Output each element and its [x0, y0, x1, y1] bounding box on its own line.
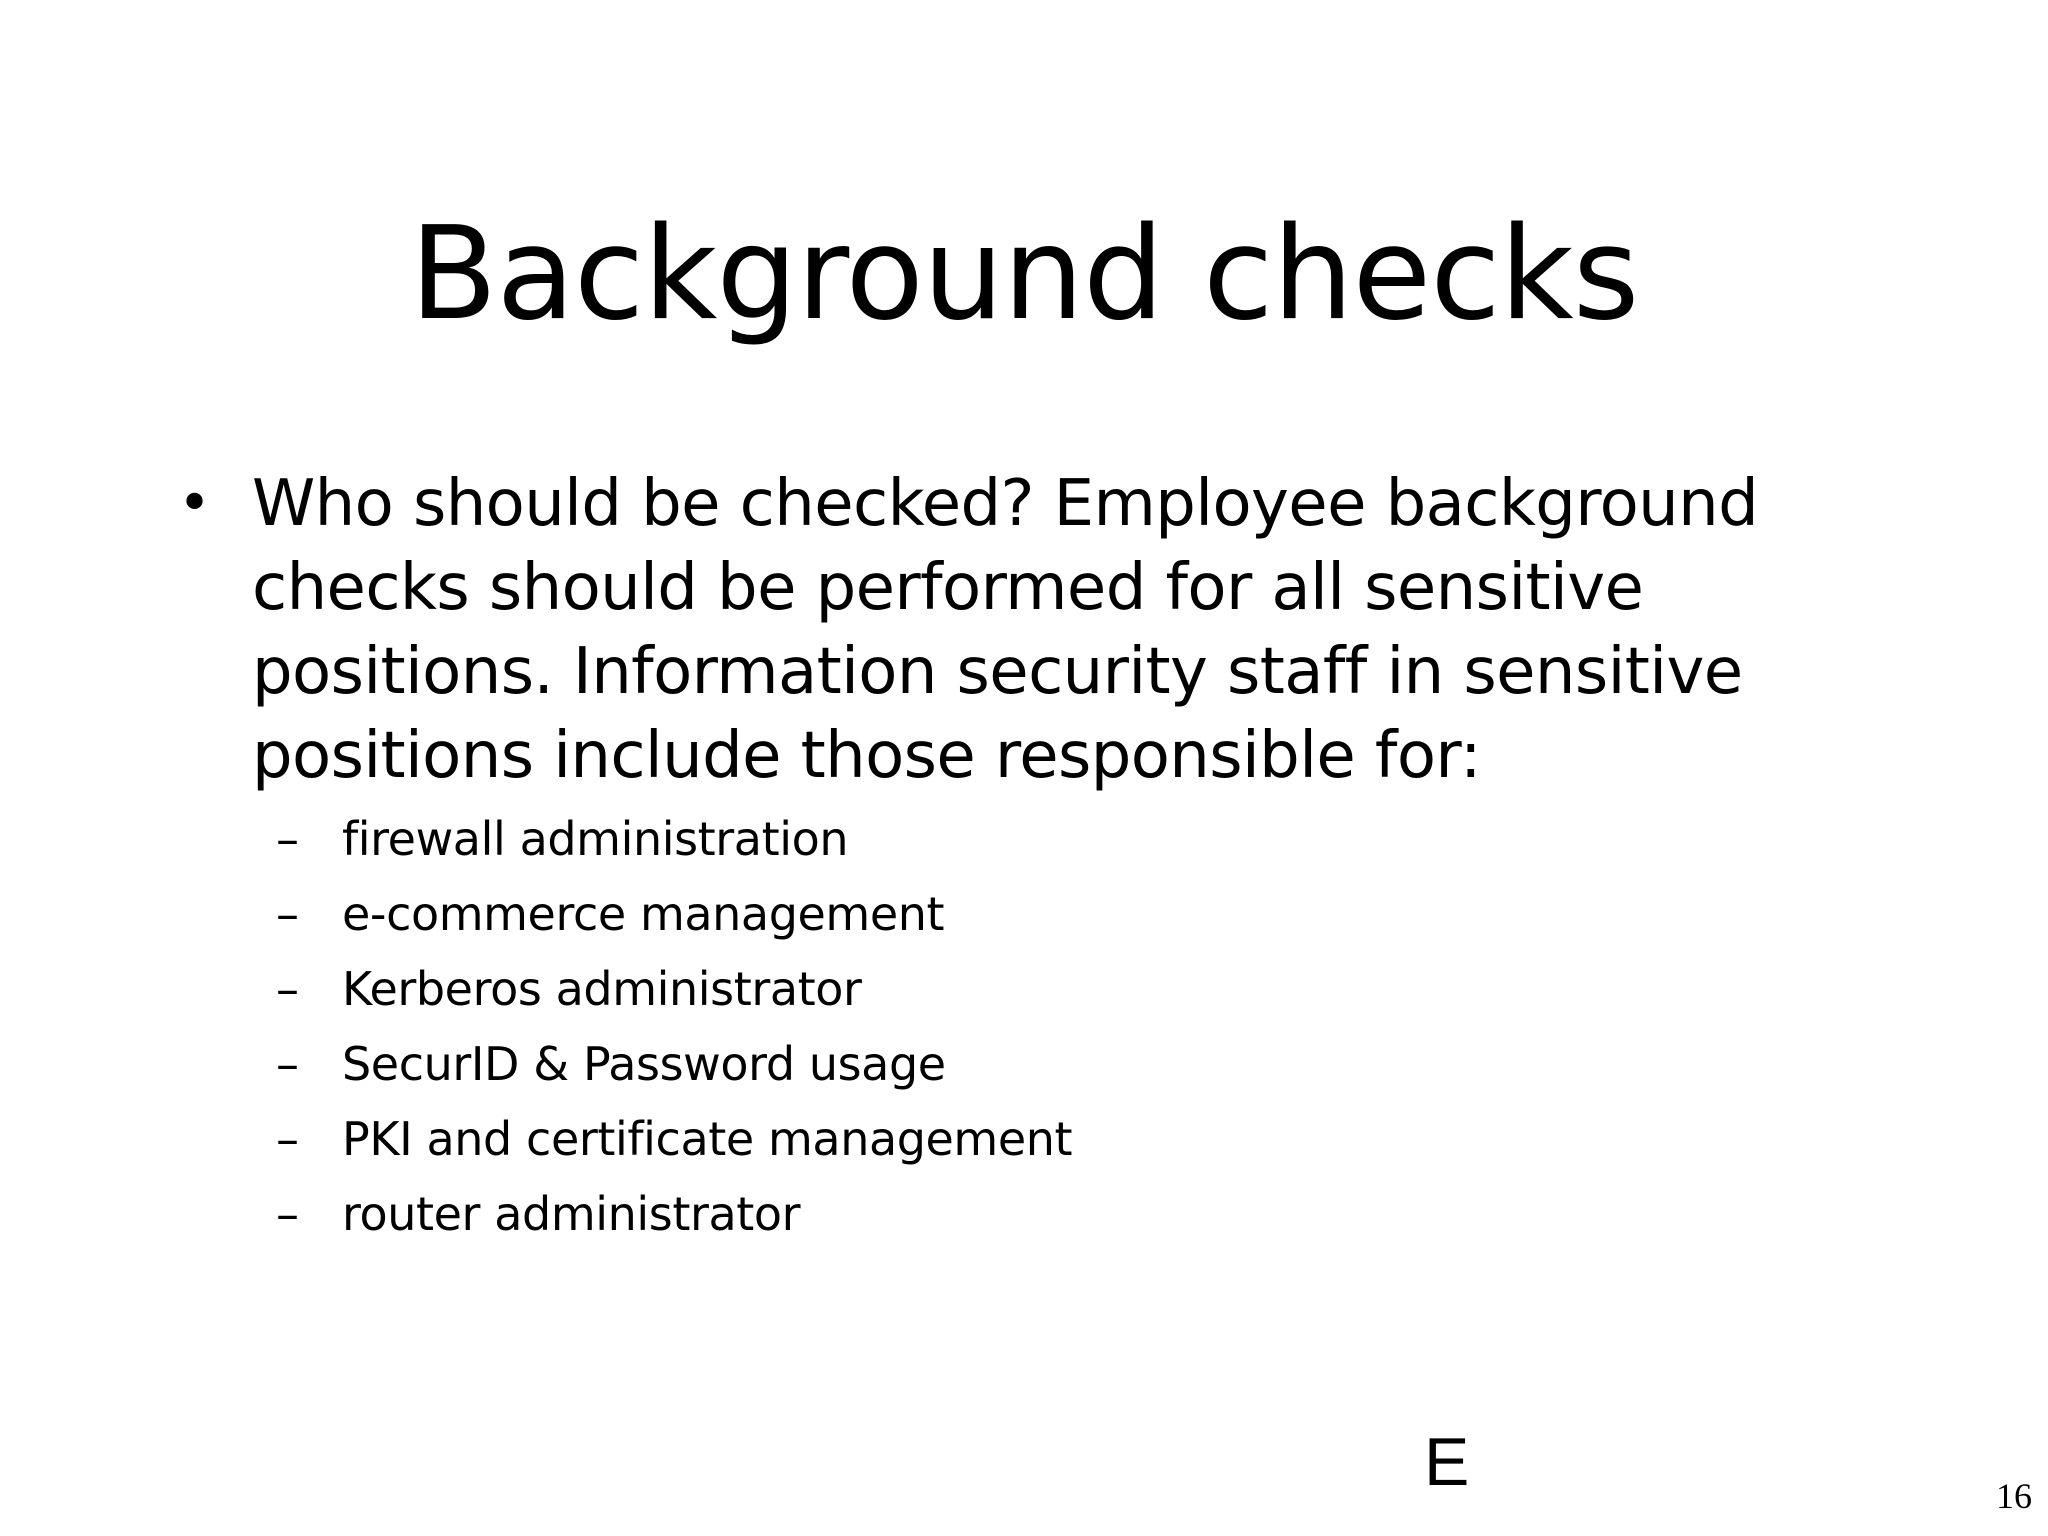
bullet-item	[178, 462, 1798, 798]
footer-letter: E	[1424, 1424, 1470, 1500]
sub-bullet-text: Kerberos administrator	[342, 962, 862, 1016]
sub-bullet-text: router administrator	[342, 1187, 801, 1241]
bullet-marker: •	[178, 471, 212, 536]
bullet-list	[178, 462, 1798, 1258]
page-number: 16	[1996, 1476, 2032, 1516]
sub-bullet-marker: –	[276, 1187, 299, 1241]
sub-bullet-marker: –	[276, 1037, 299, 1091]
sub-bullet-text: firewall administration	[342, 812, 849, 866]
sub-bullet-marker: –	[276, 812, 299, 866]
sub-bullet-kerberos-administrator	[276, 958, 1798, 1033]
sub-bullet-text: e-commerce management	[342, 887, 945, 941]
sub-bullet-securid-password-usage	[276, 1033, 1798, 1108]
sub-bullet-text: SecurID & Password usage	[342, 1037, 946, 1091]
sub-bullet-firewall-administration	[276, 808, 1798, 883]
slide-title: Background checks	[409, 200, 1639, 349]
sub-bullet-marker: –	[276, 962, 299, 1016]
sub-bullet-marker: –	[276, 887, 299, 941]
bullet-text: Who should be checked? Employee background checks should be performed for all sensitive positions. Information security staff in sensitive positions include those responsible for:	[252, 467, 1759, 793]
sub-bullet-marker: –	[276, 1112, 299, 1166]
sub-bullet-router-administrator	[276, 1183, 1798, 1258]
sub-bullet-e-commerce-management	[276, 883, 1798, 958]
sub-bullet-pki-certificate-management	[276, 1108, 1798, 1183]
sub-bullet-text: PKI and certificate management	[342, 1112, 1073, 1166]
sub-bullet-list	[178, 808, 1798, 1258]
